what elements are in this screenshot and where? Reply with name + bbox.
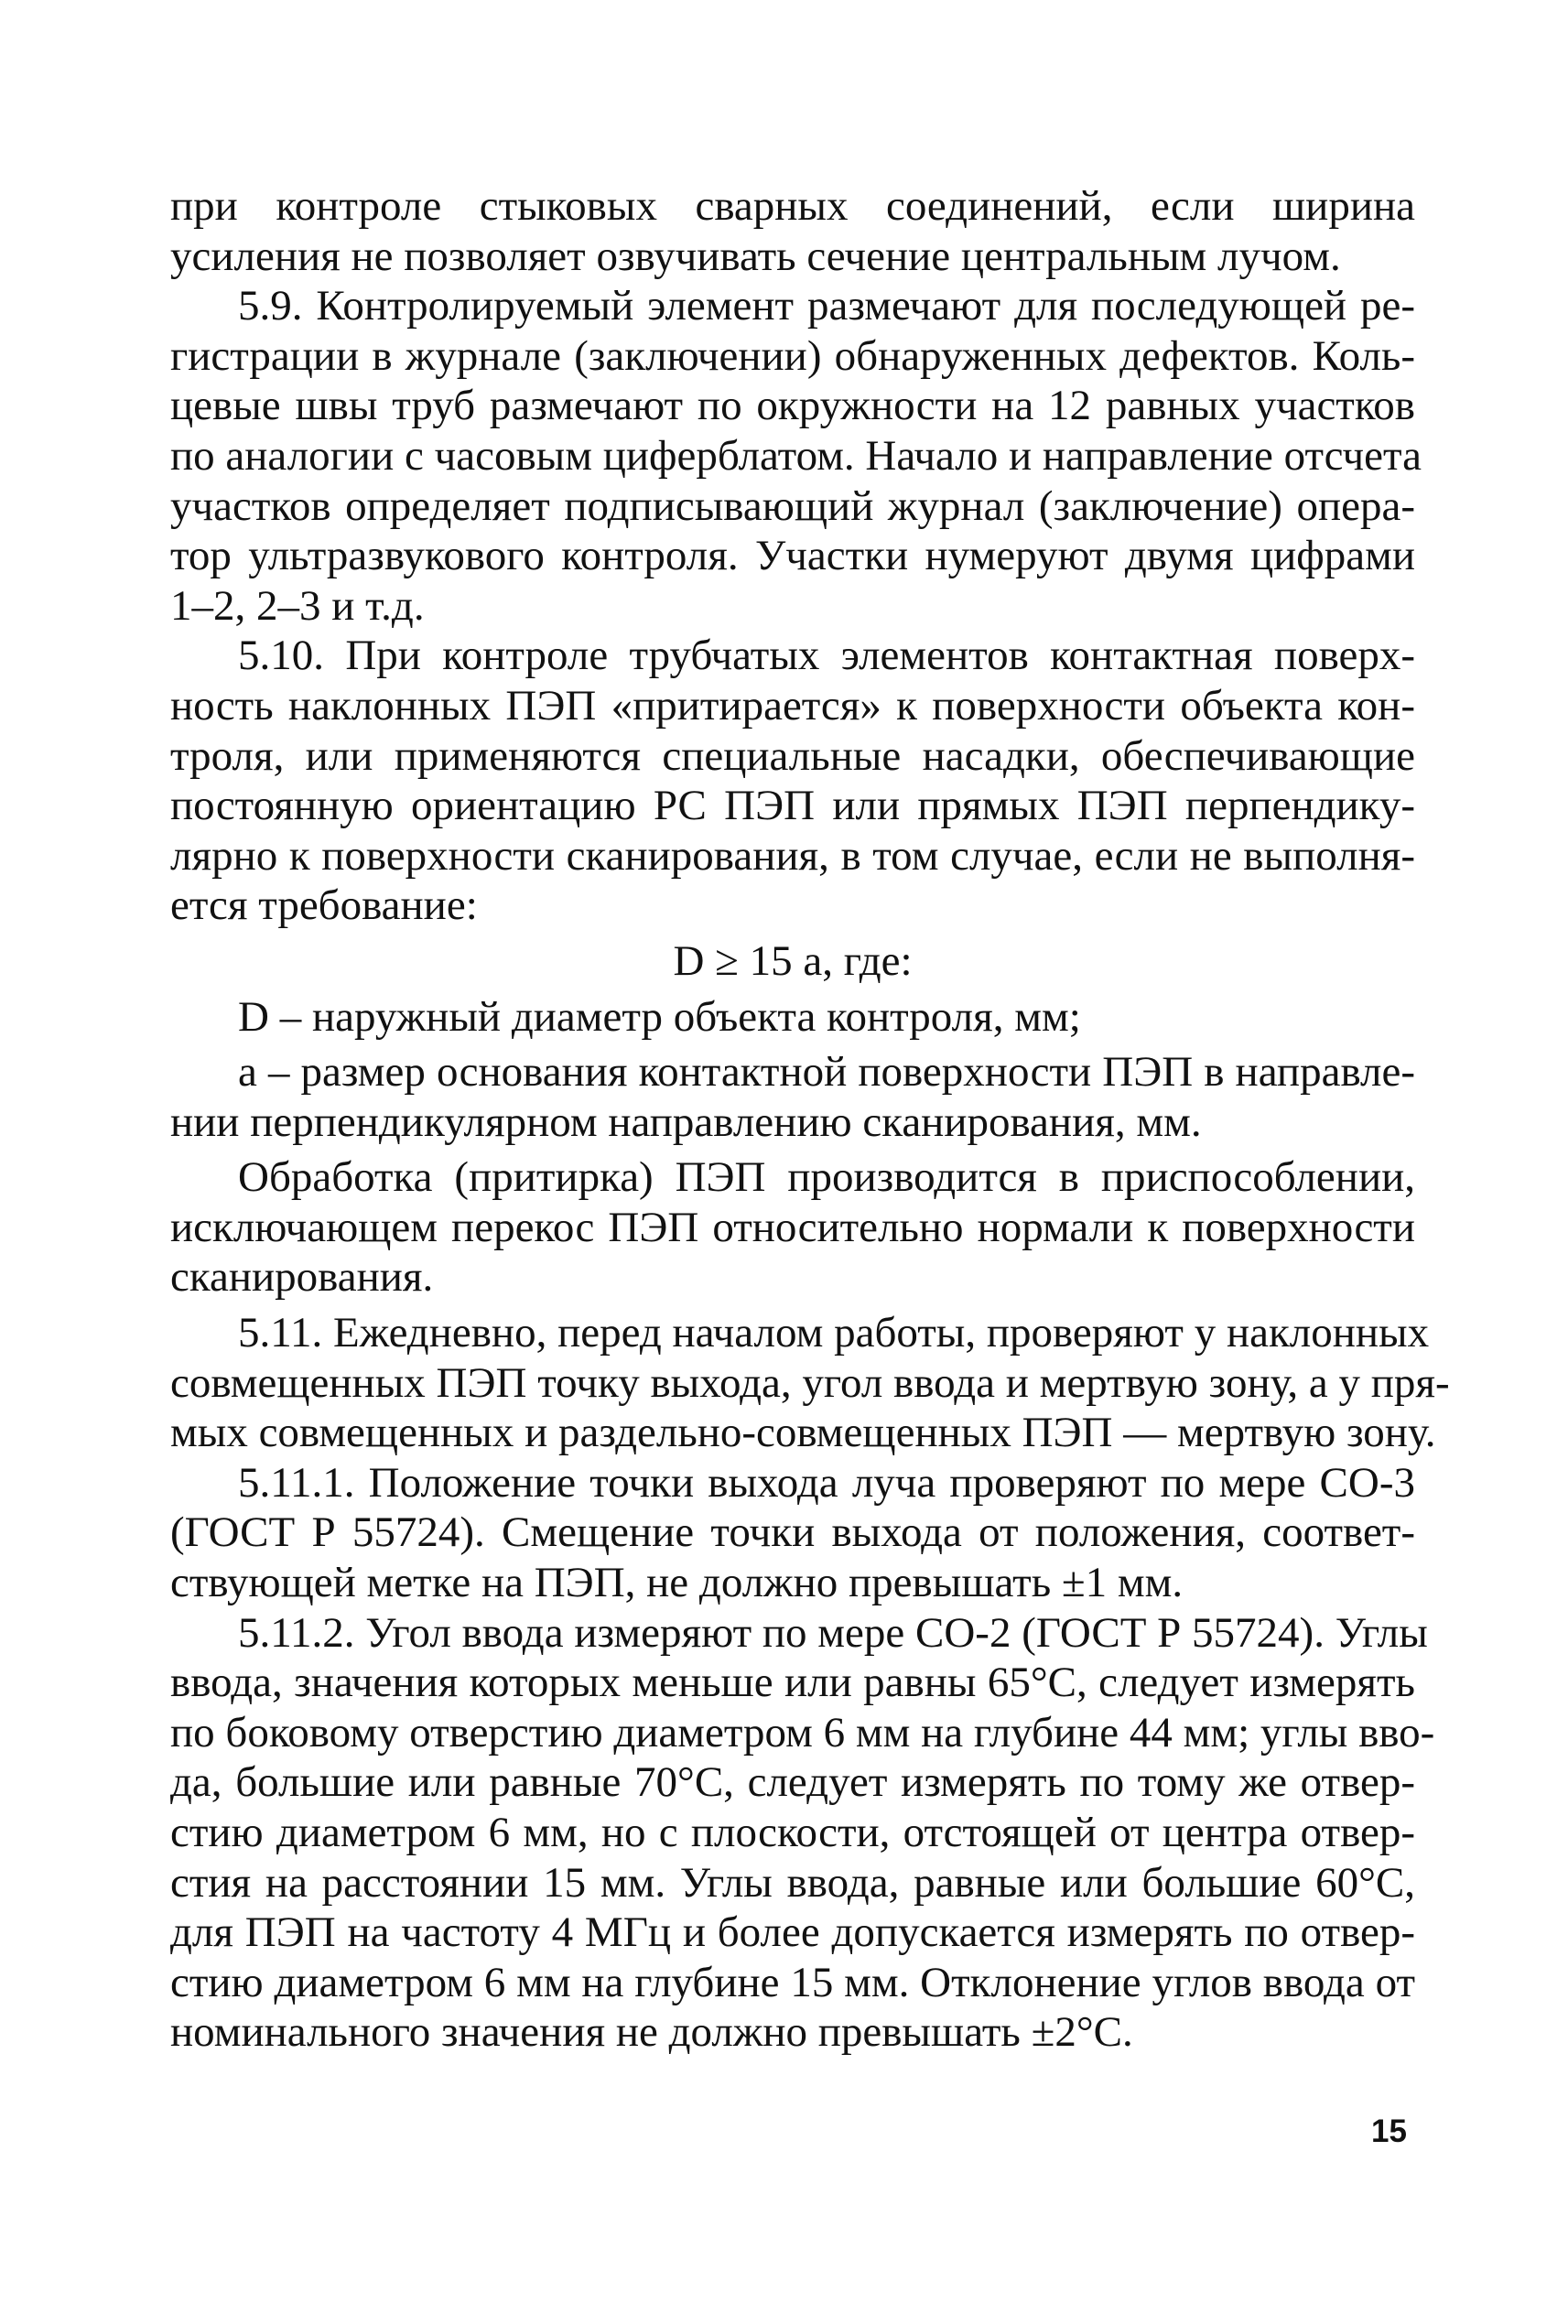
text-line: ность наклонных ПЭП «притирается» к поверхности объекта кон- bbox=[170, 681, 1415, 730]
body-text bbox=[170, 181, 1450, 2058]
text-line: (ГОСТ Р 55724). Смещение точки выхода от положения, соответ- bbox=[170, 1508, 1415, 1557]
paragraph-continuation bbox=[170, 181, 1415, 281]
text-line: 5.11.1. Положение точки выхода луча проверяют по мере СО-3 bbox=[238, 1458, 1415, 1507]
text-line: стия на расстоянии 15 мм. Углы ввода, равные или большие 60°С, bbox=[170, 1858, 1415, 1907]
text-line: 5.11. Ежедневно, перед началом работы, проверяют у наклонных bbox=[238, 1309, 1430, 1357]
text-line: мых совмещенных и раздельно-совмещенных ПЭП — мертвую зону. bbox=[170, 1409, 1436, 1457]
text-line: 5.10. При контроле трубчатых элементов контактная поверх- bbox=[238, 632, 1415, 680]
text-line: гистрации в журнале (заключении) обнаруженных дефектов. Коль- bbox=[170, 331, 1415, 380]
text-line: стию диаметром 6 мм на глубине 15 мм. Отклонение углов ввода от bbox=[170, 1958, 1415, 2006]
text-line: номинального значения не должно превышать ±2°С. bbox=[170, 2008, 1133, 2057]
text-line: стию диаметром 6 мм, но с плоскости, отстоящей от центра отвер- bbox=[170, 1809, 1415, 1856]
paragraph-processing bbox=[170, 1152, 1415, 1303]
document-page bbox=[170, 181, 1450, 2058]
paragraph-5-9 bbox=[170, 281, 1422, 631]
paragraph-5-11-2 bbox=[170, 1608, 1435, 2058]
text-line: 5.9. Контролируемый элемент размечают для последующей ре- bbox=[238, 282, 1415, 330]
definition-d bbox=[170, 992, 1415, 1043]
text-line: да, большие или равные 70°С, следует измерять по тому же отвер- bbox=[170, 1758, 1415, 1807]
text-line: лярно к поверхности сканирования, в том случае, если не выполня- bbox=[170, 831, 1415, 880]
text-line: тор ультразвукового контроля. Участки нумеруют двумя цифрами bbox=[170, 532, 1415, 580]
text-line: для ПЭП на частоту 4 МГц и более допускается измерять по отвер- bbox=[170, 1908, 1415, 1957]
text-line: по боковому отверстию диаметром 6 мм на глубине 44 мм; углы вво- bbox=[170, 1708, 1435, 1757]
text-line: ствующей метке на ПЭП, не должно превышать ±1 мм. bbox=[170, 1559, 1184, 1607]
text-line: троля, или применяются специальные насадки, обеспечивающие bbox=[170, 731, 1415, 780]
definition-a bbox=[170, 1047, 1415, 1147]
paragraph-5-11-1 bbox=[170, 1458, 1415, 1608]
text-line: 1–2, 2–3 и т.д. bbox=[170, 581, 425, 630]
formula bbox=[170, 936, 1415, 987]
text-line: Обработка (притирка) ПЭП производится в приспособлении, bbox=[238, 1153, 1415, 1202]
text-line: а – размер основания контактной поверхности ПЭП в направле- bbox=[238, 1048, 1415, 1097]
formula-line: D ≥ 15 а, где: bbox=[673, 936, 913, 985]
page-number: 15 bbox=[1371, 2113, 1407, 2149]
text-line: совмещенных ПЭП точку выхода, угол ввода и мертвую зону, а у пря- bbox=[170, 1358, 1450, 1407]
text-line: сканирования. bbox=[170, 1253, 434, 1302]
text-line: усиления не позволяет озвучивать сечение центральным лучом. bbox=[170, 232, 1341, 280]
text-line: 5.11.2. Угол ввода измеряют по мере СО-2 (ГОСТ Р 55724). Углы bbox=[238, 1608, 1428, 1657]
text-line: цевые швы труб размечают по окружности на 12 равных участков bbox=[170, 382, 1415, 430]
text-line: нии перпендикулярном направлению сканирования, мм. bbox=[170, 1097, 1202, 1146]
text-line: ввода, значения которых меньше или равны 65°С, следует измерять bbox=[170, 1659, 1415, 1707]
text-line: по аналогии с часовым циферблатом. Начало и направление отсчета bbox=[170, 431, 1422, 480]
text-line: ется требование: bbox=[170, 881, 478, 930]
text-line: при контроле стыковых сварных соединений, если ширина bbox=[170, 182, 1415, 230]
text-line: D – наружный диаметр объекта контроля, мм; bbox=[238, 992, 1081, 1041]
text-line: исключающем перекос ПЭП относительно нормали к поверхности bbox=[170, 1203, 1415, 1251]
text-line: участков определяет подписывающий журнал (заключение) опера- bbox=[170, 481, 1415, 530]
paragraph-5-10 bbox=[170, 631, 1415, 931]
text-line: постоянную ориентацию РС ПЭП или прямых ПЭП перпендику- bbox=[170, 782, 1415, 830]
paragraph-5-11 bbox=[170, 1308, 1450, 1458]
